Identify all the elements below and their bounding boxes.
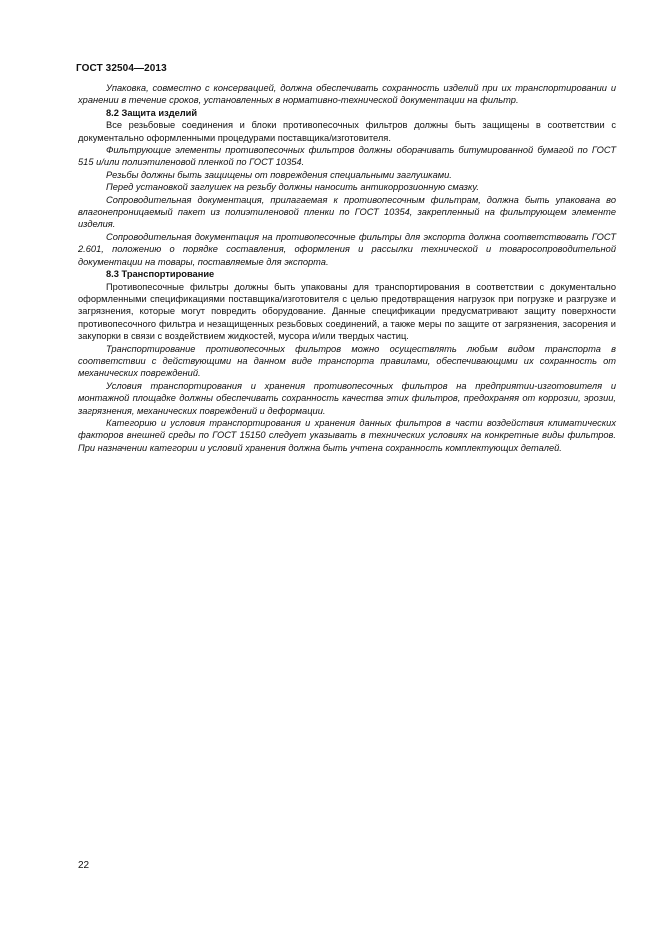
page-number: 22 [78, 860, 90, 871]
protection-paragraph: Сопроводительная документация, прилагаемая к противопесочным фильтрам, должна быть упакована во влагонепроницаемый пакет из полиэтиленовой пленки по ГОСТ 10354, закрепленный на фильтрующем элементе изделия. [78, 194, 616, 230]
protection-paragraph: Перед установкой заглушек на резьбу должны наносить антикоррозионную смазку. [106, 182, 480, 193]
document-header: ГОСТ 32504—2013 [76, 63, 167, 74]
transport-paragraph: Транспортирование противопесочных фильтров можно осуществлять любым видом транспорта в соответствии с действующими на данном виде транспорта правилами, обеспечивающими их сохранность от механических повреждений. [78, 343, 616, 379]
packing-paragraph: Упаковка, совместно с консервацией, должна обеспечивать сохранность изделий при их транспортировании и хранении в течение сроков, установленных в нормативно-технической документации на фильтр. [78, 83, 616, 106]
section-heading-transport: 8.3 Транспортирование [106, 269, 215, 280]
protection-paragraph: Фильтрующие элементы противопесочных фильтров должны оборачивать битумированной бумагой по ГОСТ 515 и/или полиэтиленовой пленкой по ГОСТ 10354. [78, 145, 616, 168]
protection-paragraph: Резьбы должны быть защищены от повреждения специальными заглушками. [106, 169, 452, 180]
protection-paragraph: Сопроводительная документация на противопесочные фильтры для экспорта должна соответствовать ГОСТ 2.601, положению о порядке составления, оформления и рассылки технической и товаросопроводительной документации на товары, поставляемые для экспорта. [78, 231, 616, 267]
transport-paragraph: Условия транспортирования и хранения противопесочных фильтров на предприятии-изготовителя и монтажной площадке должны обеспечивать сохранность качества этих фильтров, предохраняя от коррозии, эрозии, загрязнения, механических повреждений и деформации. [78, 380, 616, 416]
transport-paragraph: Противопесочные фильтры должны быть упакованы для транспортирования в соответствии с документально оформленными спецификациями поставщика/изготовителя с целью предотвращения нагрузок при погрузке и разгрузке и загрязнения, которые могут повредить оборудование. Данные спецификации предусматривают защиту поверхности противопесочного фильтра и незащищенных резьбовых соединений, а также меры по защите от загрязнения, засорения и закупорки в связи с воздействием жидкостей, мусора и/или твердых частиц. [78, 281, 616, 342]
section-heading-protection: 8.2 Защита изделий [106, 107, 198, 118]
transport-paragraph: Категорию и условия транспортирования и хранения данных фильтров в части воздействия климатических факторов внешней среды по ГОСТ 15150 следует указывать в технических условиях на конкретные виды фильтров. При назначении категории и условий хранения должна быть учтена сохранность комплектующих деталей. [78, 417, 616, 453]
document-body [78, 82, 616, 454]
protection-paragraph: Все резьбовые соединения и блоки противопесочных фильтров должны быть защищены в соответствии с документально оформленными процедурами поставщика/изготовителя. [78, 120, 616, 143]
